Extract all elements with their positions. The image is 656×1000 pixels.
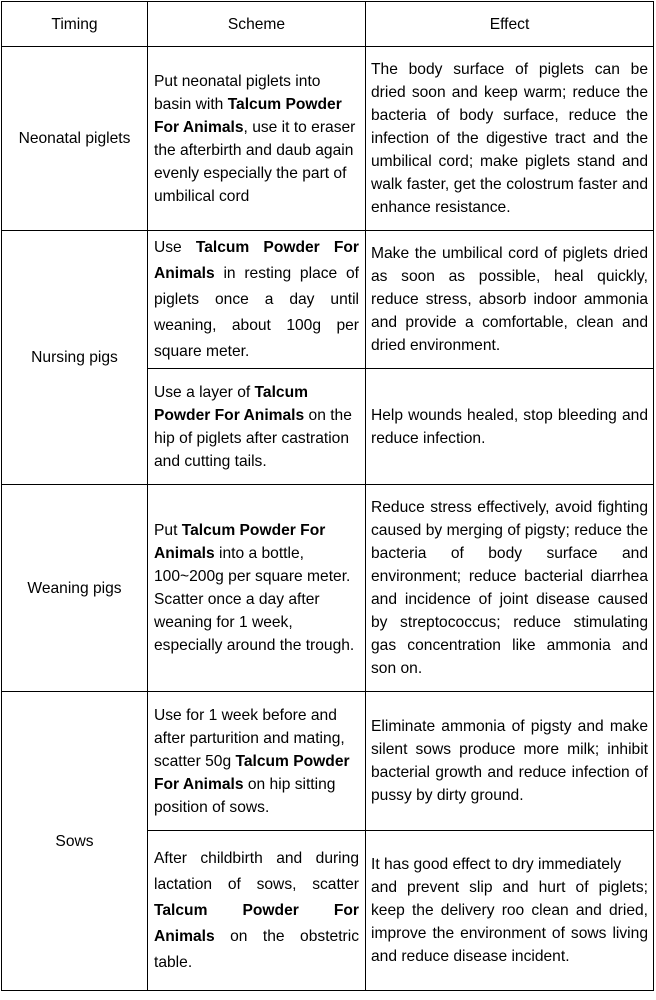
header-scheme: Scheme [148, 2, 366, 47]
scheme-text: on the hip of piglets after castration and cutting tails. [154, 406, 352, 470]
scheme-text: Use [154, 238, 196, 256]
effect-cell: Eliminate ammonia of pigsty and make silent sows produce more milk; inhibit bacterial growth and reduce infection of pussy by dirty ground. [366, 692, 654, 831]
table-row [2, 692, 654, 831]
effect-cell: The body surface of piglets can be dried soon and keep warm; reduce the bacteria of body surface, reduce the infection of the digestive tract and the umbilical cord; make piglets stand and walk faster, get the colostrum faster and enhance resistance. [366, 47, 654, 231]
header-effect: Effect [366, 2, 654, 47]
usage-table [1, 1, 654, 991]
scheme-text: Use for 1 week before and after parturition and mating, scatter 50g [154, 706, 345, 770]
scheme-text: on the obstetric table. [154, 927, 359, 971]
table-row [2, 485, 654, 692]
effect-cell [366, 831, 654, 991]
scheme-cell [148, 231, 366, 369]
effect-cell: Help wounds healed, stop bleeding and reduce infection. [366, 369, 654, 485]
product-name: Talcum Powder For Animals [154, 95, 342, 136]
effect-text: It has good effect to dry immediately [371, 856, 622, 873]
scheme-text: Put neonatal piglets into basin with [154, 72, 321, 113]
scheme-text: Use a layer of [154, 383, 255, 401]
timing-cell: Neonatal piglets [2, 47, 148, 231]
scheme-text: in resting place of piglets once a day until weaning, about 100g per square meter. [154, 264, 359, 360]
scheme-text: After childbirth and during lactation of sows, scatter [154, 849, 359, 893]
product-name: Talcum Powder For Animals [154, 383, 308, 424]
effect-cell: Reduce stress effectively, avoid fighting caused by merging of pigsty; reduce the bacteria of body surface and environment; reduce bacterial diarrhea and incidence of joint disease caused by streptococcus; reduce stimulating gas concentration like ammonia and son on. [366, 485, 654, 692]
product-name: Talcum Powder For Animals [154, 522, 326, 562]
table-row [2, 47, 654, 231]
effect-text: and prevent slip and hurt of piglets; keep the delivery roo clean and dried, improve the environment of sows living and reduce disease incident. [371, 879, 648, 965]
effect-cell: Make the umbilical cord of piglets dried as soon as possible, heal quickly, reduce stress, absorb indoor ammonia and provide a comfortable, clean and dried environment. [366, 231, 654, 369]
product-name: Talcum Powder For Animals [154, 238, 359, 282]
timing-cell: Sows [2, 692, 148, 991]
scheme-text: on hip sitting position of sows. [154, 775, 336, 816]
timing-cell: Weaning pigs [2, 485, 148, 692]
scheme-cell [148, 831, 366, 991]
product-name: Talcum Powder For Animals [154, 752, 350, 793]
scheme-cell [148, 485, 366, 692]
header-timing: Timing [2, 2, 148, 47]
table-row [2, 231, 654, 369]
header-row [2, 2, 654, 47]
product-name: Talcum Powder For Animals [154, 901, 359, 945]
scheme-text: , use it to eraser the afterbirth and daub again evenly especially the part of umbilical cord [154, 118, 356, 205]
scheme-cell [148, 369, 366, 485]
timing-cell: Nursing pigs [2, 231, 148, 485]
scheme-cell [148, 47, 366, 231]
scheme-text: Put [154, 522, 182, 539]
scheme-text: into a bottle, 100~200g per square meter. Scatter once a day after weaning for 1 week, especially around the trough. [154, 545, 355, 654]
scheme-cell [148, 692, 366, 831]
